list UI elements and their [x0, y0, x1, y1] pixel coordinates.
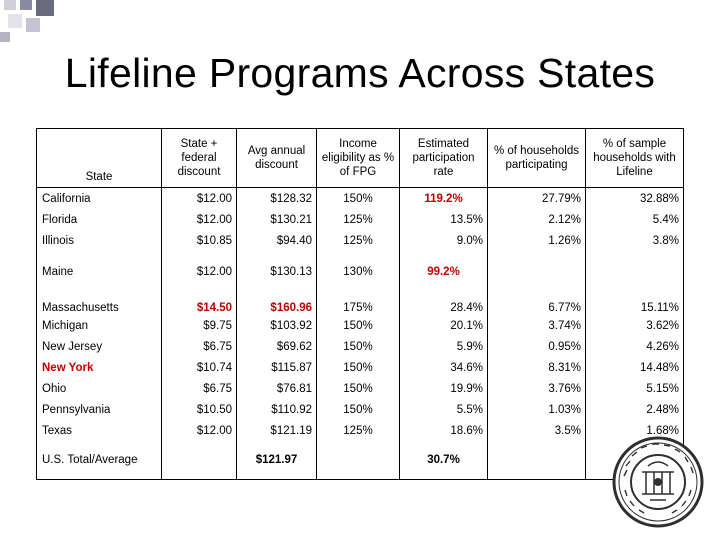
column-header-income-eligibility: Income eligibility as % of FPG [317, 129, 400, 188]
column-header-households-participating: % of households participating [488, 129, 586, 188]
discount-cell [162, 441, 237, 480]
state-cell: Illinois [37, 230, 162, 251]
households-cell: 1.03% [488, 399, 586, 420]
avg-discount-cell: $121.19 [237, 420, 317, 441]
income-cell: 125% [317, 230, 400, 251]
table-row [37, 315, 684, 336]
column-header-sample-households: % of sample households with Lifeline [586, 129, 684, 188]
rate-cell: 99.2% [400, 251, 488, 293]
sample-cell: 2.48% [586, 399, 684, 420]
state-cell: Michigan [37, 315, 162, 336]
rate-cell: 19.9% [400, 378, 488, 399]
households-cell: 0.95% [488, 336, 586, 357]
sample-cell: 14.48% [586, 357, 684, 378]
income-cell: 150% [317, 336, 400, 357]
households-cell: 8.31% [488, 357, 586, 378]
column-header-discount: State + federal discount [162, 129, 237, 188]
discount-cell: $12.00 [162, 251, 237, 293]
lifeline-table [36, 128, 684, 480]
column-header-avg-discount: Avg annual discount [237, 129, 317, 188]
discount-cell: $12.00 [162, 420, 237, 441]
sample-cell [586, 251, 684, 293]
income-cell: 125% [317, 209, 400, 230]
state-cell: Massachusetts [37, 293, 162, 315]
discount-cell: $10.50 [162, 399, 237, 420]
table-row [37, 188, 684, 210]
rate-cell: 5.9% [400, 336, 488, 357]
avg-discount-cell: $128.32 [237, 188, 317, 210]
column-header-participation-rate: Estimated participation rate [400, 129, 488, 188]
income-cell: 125% [317, 420, 400, 441]
avg-discount-cell: $130.13 [237, 251, 317, 293]
income-cell [317, 441, 400, 480]
sample-cell: 15.11% [586, 293, 684, 315]
avg-discount-cell: $76.81 [237, 378, 317, 399]
income-cell: 150% [317, 188, 400, 210]
rate-cell: 30.7% [400, 441, 488, 480]
rate-cell: 18.6% [400, 420, 488, 441]
rate-cell: 20.1% [400, 315, 488, 336]
households-cell [488, 441, 586, 480]
table-row [37, 336, 684, 357]
sample-cell: 5.15% [586, 378, 684, 399]
rate-cell: 119.2% [400, 188, 488, 210]
income-cell: 150% [317, 315, 400, 336]
sample-cell: 4.26% [586, 336, 684, 357]
table-row [37, 378, 684, 399]
sample-cell: 5.4% [586, 209, 684, 230]
discount-cell: $9.75 [162, 315, 237, 336]
income-cell: 130% [317, 251, 400, 293]
discount-cell: $10.85 [162, 230, 237, 251]
rate-cell: 34.6% [400, 357, 488, 378]
table-row [37, 251, 684, 293]
column-header-state: State [37, 129, 162, 188]
table-row [37, 420, 684, 441]
income-cell: 175% [317, 293, 400, 315]
discount-cell: $10.74 [162, 357, 237, 378]
discount-cell: $12.00 [162, 209, 237, 230]
sample-cell: 32.88% [586, 188, 684, 210]
households-cell: 6.77% [488, 293, 586, 315]
households-cell [488, 251, 586, 293]
households-cell: 2.12% [488, 209, 586, 230]
table-row [37, 293, 684, 315]
rate-cell: 5.5% [400, 399, 488, 420]
households-cell: 1.26% [488, 230, 586, 251]
avg-discount-cell: $69.62 [237, 336, 317, 357]
table-row [37, 230, 684, 251]
state-cell: Ohio [37, 378, 162, 399]
page-title: Lifeline Programs Across States [64, 50, 656, 96]
state-cell: U.S. Total/Average [37, 441, 162, 480]
households-cell: 3.74% [488, 315, 586, 336]
avg-discount-cell: $115.87 [237, 357, 317, 378]
avg-discount-cell: $160.96 [237, 293, 317, 315]
table-row [37, 399, 684, 420]
avg-discount-cell: $130.21 [237, 209, 317, 230]
discount-cell: $14.50 [162, 293, 237, 315]
total-row [37, 441, 684, 480]
discount-cell: $6.75 [162, 336, 237, 357]
sample-cell: 3.8% [586, 230, 684, 251]
table-row [37, 209, 684, 230]
sample-cell: 1.68% [586, 420, 684, 441]
state-cell: Texas [37, 420, 162, 441]
avg-discount-cell: $94.40 [237, 230, 317, 251]
university-seal-icon [612, 436, 704, 528]
households-cell: 27.79% [488, 188, 586, 210]
rate-cell: 28.4% [400, 293, 488, 315]
table-row [37, 357, 684, 378]
households-cell: 3.76% [488, 378, 586, 399]
discount-cell: $6.75 [162, 378, 237, 399]
rate-cell: 13.5% [400, 209, 488, 230]
decorative-squares [0, 0, 100, 44]
income-cell: 150% [317, 378, 400, 399]
state-cell: Florida [37, 209, 162, 230]
avg-discount-cell: $121.97 [237, 441, 317, 480]
avg-discount-cell: $110.92 [237, 399, 317, 420]
state-cell: Pennsylvania [37, 399, 162, 420]
table-header-row [37, 129, 684, 188]
income-cell: 150% [317, 357, 400, 378]
state-cell: New York [37, 357, 162, 378]
discount-cell: $12.00 [162, 188, 237, 210]
avg-discount-cell: $103.92 [237, 315, 317, 336]
state-cell: Maine [37, 251, 162, 293]
income-cell: 150% [317, 399, 400, 420]
rate-cell: 9.0% [400, 230, 488, 251]
state-cell: New Jersey [37, 336, 162, 357]
households-cell: 3.5% [488, 420, 586, 441]
sample-cell: 3.62% [586, 315, 684, 336]
state-cell: California [37, 188, 162, 210]
